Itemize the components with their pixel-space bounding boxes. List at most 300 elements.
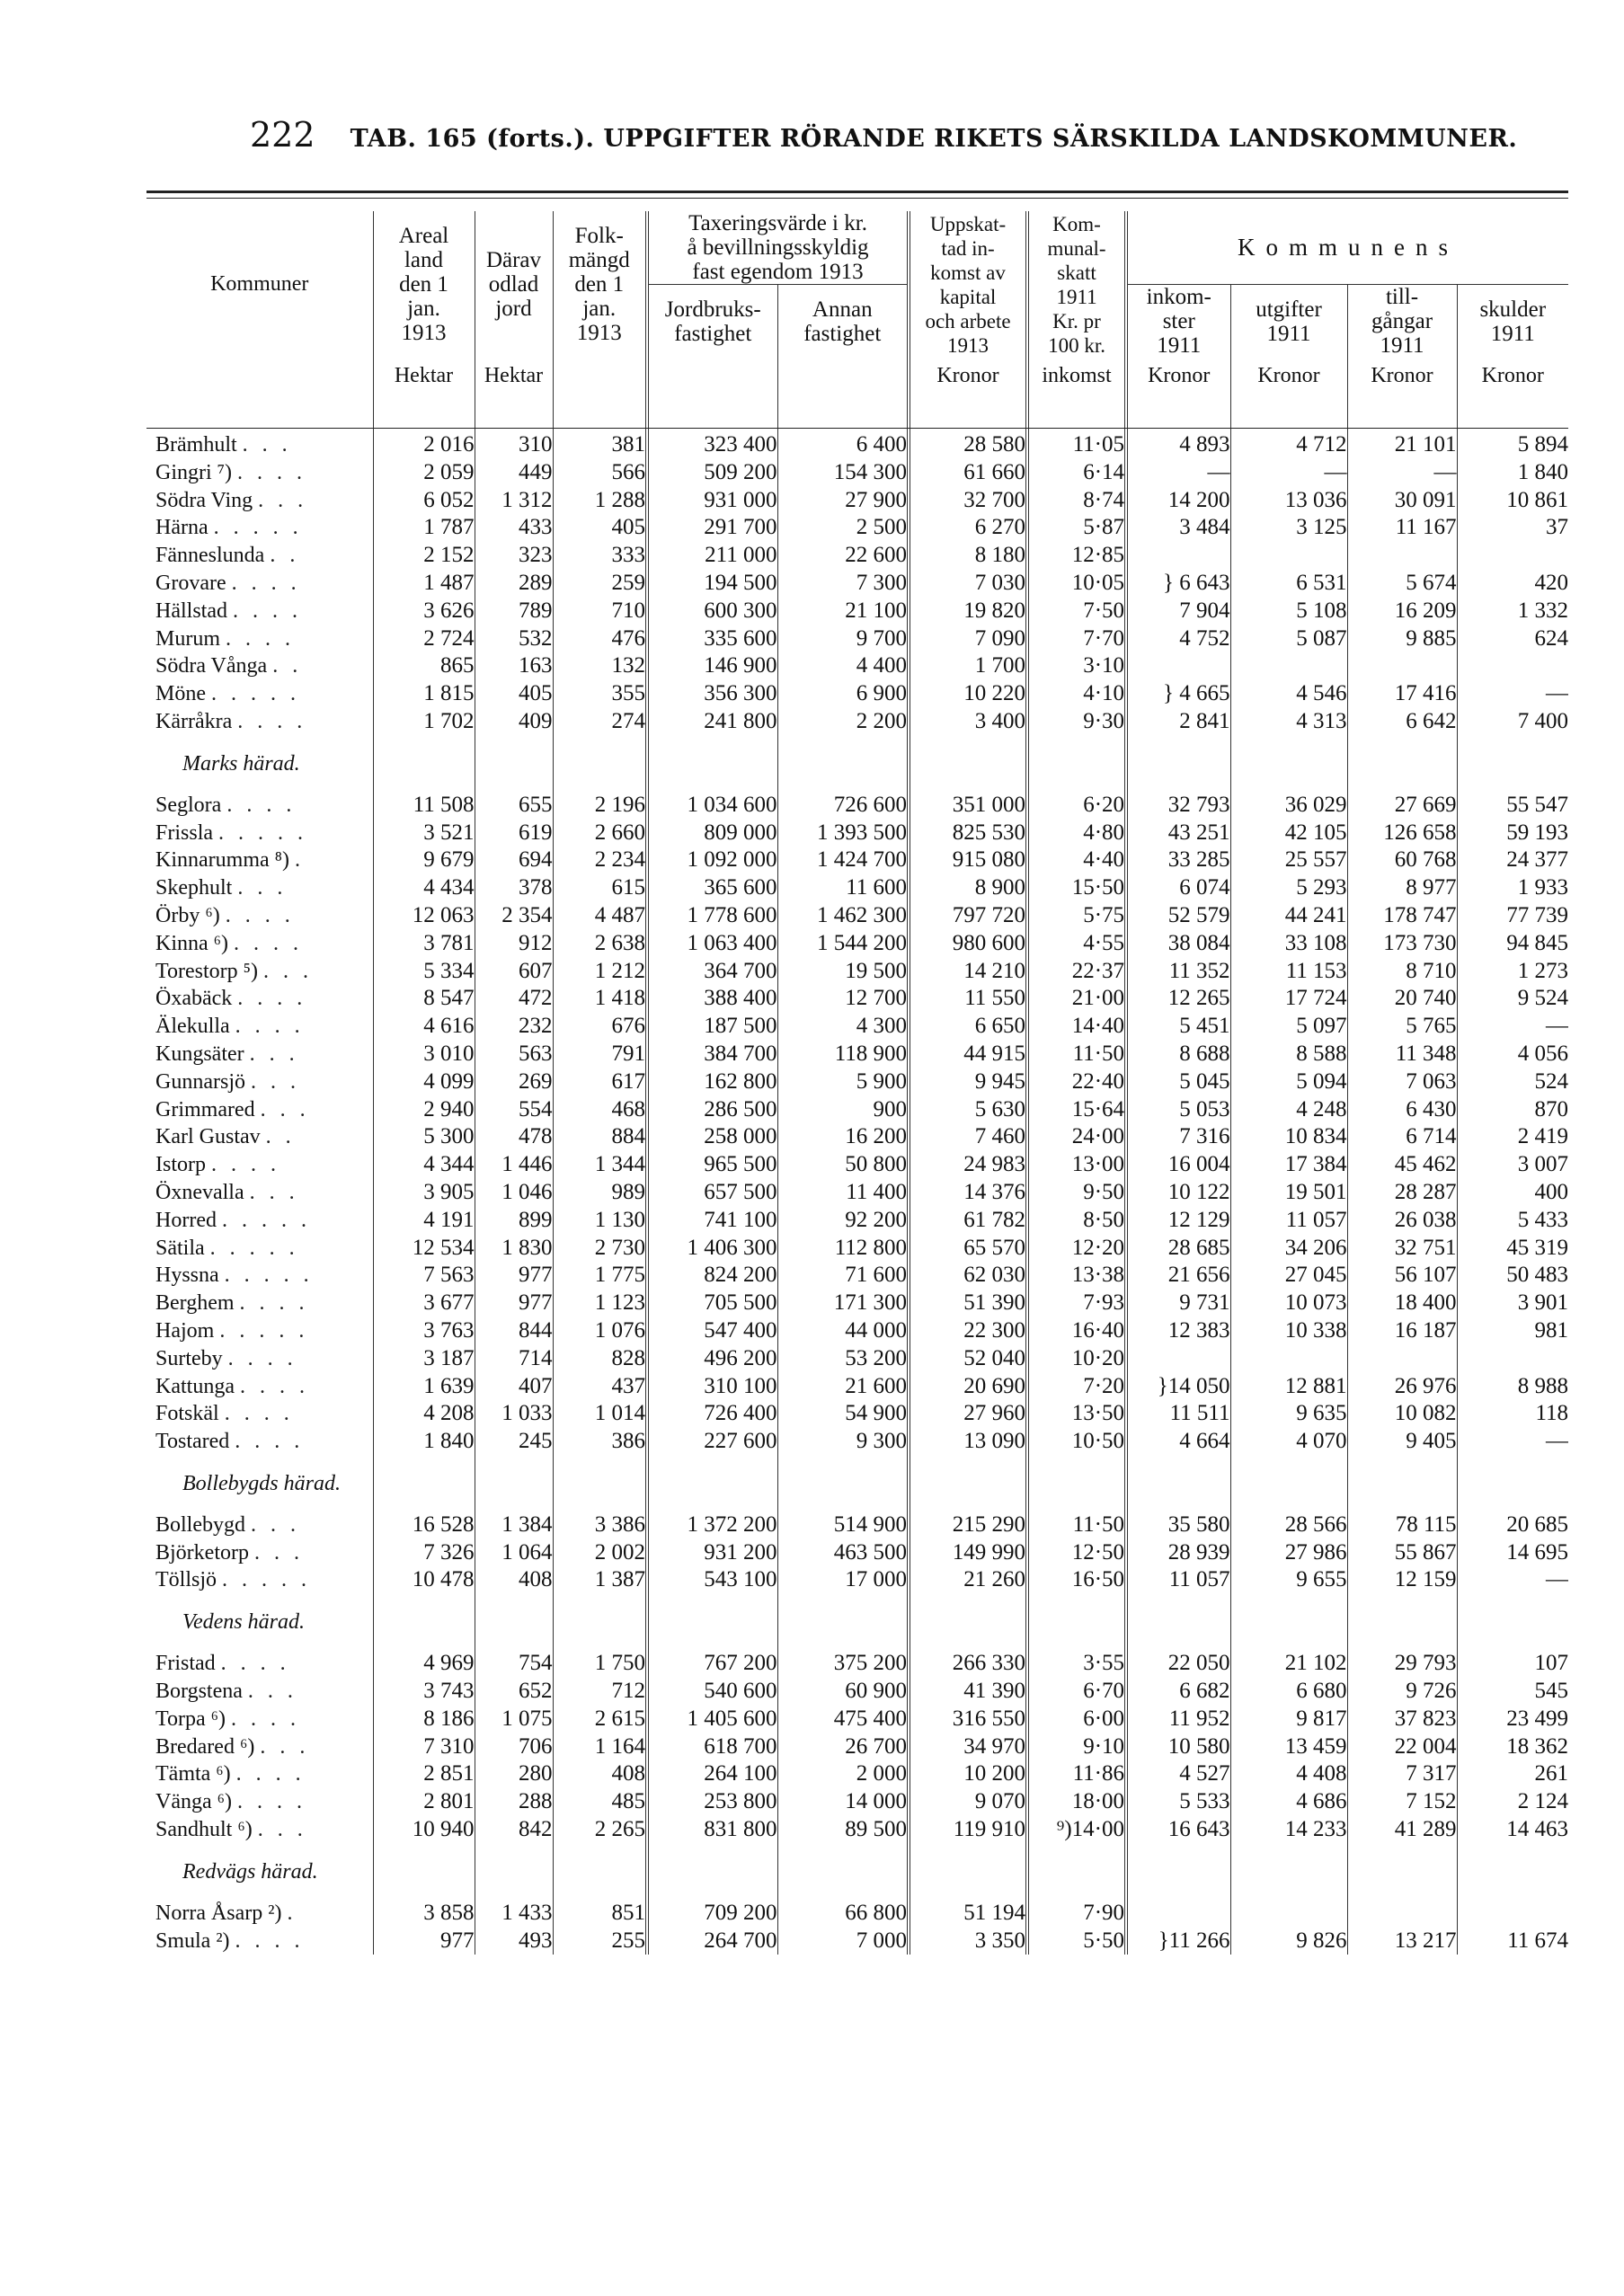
- cell-till: —: [1347, 459, 1457, 487]
- cell-jord: 831 800: [647, 1816, 777, 1844]
- cell-ink: 16 004: [1126, 1151, 1230, 1179]
- cell-jord: 931 000: [647, 487, 777, 515]
- cell-upps: 11 550: [909, 985, 1027, 1013]
- cell-odlad: 280: [475, 1760, 553, 1788]
- cell-areal: 9 679: [373, 847, 475, 874]
- header-kommunens: Kommunens: [1126, 211, 1568, 285]
- kommun-name: Hällstad . . . .: [155, 598, 302, 623]
- cell-areal: 6 052: [373, 487, 475, 515]
- cell-folk: 1 750: [553, 1650, 647, 1678]
- cell-utg: 10 073: [1230, 1290, 1347, 1317]
- cell-folk: 884: [553, 1123, 647, 1151]
- table-header: [146, 211, 1568, 394]
- table-row: [146, 1262, 1568, 1290]
- cell-upps: 5 630: [909, 1096, 1027, 1124]
- cell-till: 6 642: [1347, 708, 1457, 736]
- cell-till: 5 674: [1347, 570, 1457, 598]
- cell-folk: 676: [553, 1013, 647, 1041]
- cell-annan: 92 200: [777, 1207, 909, 1235]
- cell-utg: 34 206: [1230, 1235, 1347, 1263]
- table-body: [146, 394, 1568, 1955]
- cell-till: 32 751: [1347, 1235, 1457, 1263]
- table-row: [146, 1123, 1568, 1151]
- header-annan-fastighet: Annan fastighet: [777, 285, 909, 359]
- kommun-name: Surteby . . . .: [155, 1346, 297, 1370]
- kommun-name: Kärråkra . . . .: [155, 709, 307, 733]
- cell-skuld: [1457, 542, 1568, 570]
- cell-areal: 1 639: [373, 1373, 475, 1401]
- cell-jord: 384 700: [647, 1041, 777, 1068]
- unit-blank: [146, 358, 373, 394]
- kommun-name: Vänga ⁶) . . . .: [155, 1790, 306, 1814]
- cell-folk: 386: [553, 1428, 647, 1456]
- cell-skatt: 22·40: [1027, 1068, 1126, 1096]
- cell-utg: 25 557: [1230, 847, 1347, 874]
- cell-utg: 4 546: [1230, 680, 1347, 708]
- cell-skuld: 624: [1457, 625, 1568, 653]
- cell-areal: 1 487: [373, 570, 475, 598]
- cell-odlad: 899: [475, 1207, 553, 1235]
- cell-upps: 13 090: [909, 1428, 1027, 1456]
- cell-areal: 16 528: [373, 1511, 475, 1539]
- kommun-name: Fristad . . . .: [155, 1652, 290, 1676]
- cell-odlad: 607: [475, 958, 553, 986]
- kommun-name: Södra Ving . . .: [155, 488, 308, 512]
- kommun-name: Frissla . . . . .: [155, 820, 308, 845]
- unit-kronor-skuld: Kronor: [1457, 358, 1568, 394]
- cell-ink: 11 511: [1126, 1400, 1230, 1428]
- cell-odlad: 563: [475, 1041, 553, 1068]
- cell-ink: 4 893: [1126, 431, 1230, 459]
- cell-areal: 10 940: [373, 1816, 475, 1844]
- cell-utg: 3 125: [1230, 514, 1347, 542]
- kommun-name: Murum . . . .: [155, 626, 295, 651]
- cell-utg: [1230, 1900, 1347, 1928]
- cell-utg: 9 635: [1230, 1400, 1347, 1428]
- cell-skuld: 400: [1457, 1179, 1568, 1207]
- cell-ink: } 4 665: [1126, 680, 1230, 708]
- cell-upps: 14 376: [909, 1179, 1027, 1207]
- cell-till: 30 091: [1347, 487, 1457, 515]
- cell-skuld: 59 193: [1457, 820, 1568, 847]
- cell-utg: 4 712: [1230, 431, 1347, 459]
- kommun-name: Bredared ⁶) . . .: [155, 1734, 310, 1759]
- kommun-name: Skephult . . .: [155, 876, 288, 900]
- kommun-name: Björketorp . . .: [155, 1540, 304, 1565]
- cell-areal: 12 534: [373, 1235, 475, 1263]
- table-row: [146, 598, 1568, 625]
- cell-till: 10 082: [1347, 1400, 1457, 1428]
- table-row: [146, 1900, 1568, 1928]
- cell-ink: } 6 643: [1126, 570, 1230, 598]
- cell-skuld: 2 419: [1457, 1123, 1568, 1151]
- kommun-name: Gunnarsjö . . .: [155, 1069, 300, 1094]
- section-row: [146, 1594, 1568, 1650]
- cell-skuld: 45 319: [1457, 1235, 1568, 1263]
- cell-folk: 2 615: [553, 1706, 647, 1733]
- cell-folk: 274: [553, 708, 647, 736]
- cell-skuld: 5 433: [1457, 1207, 1568, 1235]
- cell-upps: 915 080: [909, 847, 1027, 874]
- cell-jord: 1 778 600: [647, 902, 777, 930]
- cell-skuld: 870: [1457, 1096, 1568, 1124]
- cell-odlad: 310: [475, 431, 553, 459]
- kommun-name: Norra Åsarp ²) .: [155, 1901, 297, 1925]
- cell-odlad: 449: [475, 459, 553, 487]
- cell-folk: 333: [553, 542, 647, 570]
- kommun-name: Istorp . . . .: [155, 1153, 280, 1177]
- cell-jord: 543 100: [647, 1566, 777, 1594]
- cell-folk: 1 344: [553, 1151, 647, 1179]
- cell-till: [1347, 1345, 1457, 1373]
- cell-skatt: 5·75: [1027, 902, 1126, 930]
- cell-skatt: 8·74: [1027, 487, 1126, 515]
- cell-areal: 1 702: [373, 708, 475, 736]
- cell-till: 26 976: [1347, 1373, 1457, 1401]
- cell-upps: 119 910: [909, 1816, 1027, 1844]
- cell-skuld: 7 400: [1457, 708, 1568, 736]
- cell-till: [1347, 542, 1457, 570]
- cell-upps: 24 983: [909, 1151, 1027, 1179]
- cell-till: 7 152: [1347, 1788, 1457, 1816]
- running-title: TAB. 165 (forts.). UPPGIFTER RÖRANDE RIKETS SÄRSKILDA LANDSKOMMUNER.: [350, 125, 1518, 153]
- cell-skatt: 6·00: [1027, 1706, 1126, 1733]
- cell-upps: 7 030: [909, 570, 1027, 598]
- cell-jord: 365 600: [647, 874, 777, 902]
- cell-ink: 11 952: [1126, 1706, 1230, 1733]
- cell-folk: 4 487: [553, 902, 647, 930]
- cell-annan: 26 700: [777, 1733, 909, 1761]
- cell-till: 178 747: [1347, 902, 1457, 930]
- top-rule-thin: [146, 198, 1568, 199]
- cell-annan: 27 900: [777, 487, 909, 515]
- cell-areal: 3 858: [373, 1900, 475, 1928]
- cell-upps: 9 070: [909, 1788, 1027, 1816]
- cell-skatt: 24·00: [1027, 1123, 1126, 1151]
- cell-areal: 3 743: [373, 1678, 475, 1706]
- section-row: [146, 1456, 1568, 1511]
- cell-utg: 42 105: [1230, 820, 1347, 847]
- table-row: [146, 708, 1568, 736]
- cell-skuld: 55 547: [1457, 792, 1568, 820]
- cell-skuld: 77 739: [1457, 902, 1568, 930]
- cell-jord: 709 200: [647, 1900, 777, 1928]
- cell-annan: 1 393 500: [777, 820, 909, 847]
- cell-ink: 5 533: [1126, 1788, 1230, 1816]
- cell-annan: 2 200: [777, 708, 909, 736]
- cell-areal: 8 547: [373, 985, 475, 1013]
- table-row: [146, 1760, 1568, 1788]
- cell-ink: 5 053: [1126, 1096, 1230, 1124]
- cell-upps: 316 550: [909, 1706, 1027, 1733]
- cell-areal: 4 969: [373, 1650, 475, 1678]
- cell-annan: 11 600: [777, 874, 909, 902]
- header-taxeringsvarde: Taxeringsvärde i kr. å bevillningsskyldig fast egendom 1913: [647, 211, 909, 285]
- table-row: [146, 1290, 1568, 1317]
- cell-ink: 35 580: [1126, 1511, 1230, 1539]
- cell-till: 13 217: [1347, 1928, 1457, 1955]
- cell-ink: [1126, 1345, 1230, 1373]
- cell-ink: 4 752: [1126, 625, 1230, 653]
- cell-areal: 7 310: [373, 1733, 475, 1761]
- cell-odlad: 912: [475, 930, 553, 958]
- table-row: [146, 1041, 1568, 1068]
- section-heading: Marks härad.: [182, 751, 300, 776]
- cell-odlad: 706: [475, 1733, 553, 1761]
- header-inkomster: inkom- ster 1911: [1126, 285, 1230, 359]
- cell-skuld: 94 845: [1457, 930, 1568, 958]
- cell-areal: 4 434: [373, 874, 475, 902]
- cell-skuld: 50 483: [1457, 1262, 1568, 1290]
- section-heading: Vedens härad.: [182, 1610, 305, 1635]
- cell-utg: 19 501: [1230, 1179, 1347, 1207]
- cell-skuld: 11 674: [1457, 1928, 1568, 1955]
- cell-till: 7 063: [1347, 1068, 1457, 1096]
- table-row: [146, 820, 1568, 847]
- cell-utg: 4 408: [1230, 1760, 1347, 1788]
- table-row: [146, 1428, 1568, 1456]
- cell-skatt: 15·50: [1027, 874, 1126, 902]
- cell-skuld: 14 463: [1457, 1816, 1568, 1844]
- cell-till: 8 977: [1347, 874, 1457, 902]
- page-number: 222: [250, 115, 315, 155]
- table-row: [146, 1788, 1568, 1816]
- cell-utg: 21 102: [1230, 1650, 1347, 1678]
- kommun-name: Kinna ⁶) . . . .: [155, 931, 304, 955]
- cell-skuld: 524: [1457, 1068, 1568, 1096]
- kommun-name: Öxabäck . . . .: [155, 987, 307, 1011]
- cell-odlad: 1 384: [475, 1511, 553, 1539]
- cell-odlad: 408: [475, 1566, 553, 1594]
- cell-folk: 1 212: [553, 958, 647, 986]
- cell-annan: 154 300: [777, 459, 909, 487]
- table-row: [146, 1235, 1568, 1263]
- cell-areal: 2 724: [373, 625, 475, 653]
- cell-skatt: 10·05: [1027, 570, 1126, 598]
- cell-till: [1347, 1900, 1457, 1928]
- table-row: [146, 1373, 1568, 1401]
- cell-upps: 22 300: [909, 1317, 1027, 1345]
- cell-annan: 4 300: [777, 1013, 909, 1041]
- cell-utg: 9 817: [1230, 1706, 1347, 1733]
- cell-folk: 405: [553, 514, 647, 542]
- cell-annan: 2 500: [777, 514, 909, 542]
- unit-kronor-till: Kronor: [1347, 358, 1457, 394]
- cell-annan: 11 400: [777, 1179, 909, 1207]
- cell-annan: 16 200: [777, 1123, 909, 1151]
- cell-upps: 34 970: [909, 1733, 1027, 1761]
- cell-areal: 1 787: [373, 514, 475, 542]
- cell-jord: 194 500: [647, 570, 777, 598]
- cell-till: 55 867: [1347, 1539, 1457, 1567]
- cell-upps: 32 700: [909, 487, 1027, 515]
- kommun-name: Sätila . . . . .: [155, 1236, 299, 1260]
- cell-ink: 10 580: [1126, 1733, 1230, 1761]
- cell-odlad: 433: [475, 514, 553, 542]
- cell-jord: 1 406 300: [647, 1235, 777, 1263]
- cell-folk: 255: [553, 1928, 647, 1955]
- cell-skuld: 3 007: [1457, 1151, 1568, 1179]
- cell-annan: 514 900: [777, 1511, 909, 1539]
- cell-till: 78 115: [1347, 1511, 1457, 1539]
- table-row: [146, 514, 1568, 542]
- cell-ink: 12 265: [1126, 985, 1230, 1013]
- cell-annan: 9 700: [777, 625, 909, 653]
- cell-upps: 3 400: [909, 708, 1027, 736]
- cell-folk: 468: [553, 1096, 647, 1124]
- cell-upps: 10 200: [909, 1760, 1027, 1788]
- kommun-name: Tostared . . . .: [155, 1430, 305, 1454]
- cell-upps: 8 900: [909, 874, 1027, 902]
- cell-skuld: —: [1457, 1013, 1568, 1041]
- cell-skatt: 16·50: [1027, 1566, 1126, 1594]
- cell-utg: 27 986: [1230, 1539, 1347, 1567]
- cell-ink: }11 266: [1126, 1928, 1230, 1955]
- cell-odlad: 269: [475, 1068, 553, 1096]
- cell-jord: 356 300: [647, 680, 777, 708]
- cell-annan: 900: [777, 1096, 909, 1124]
- cell-jord: 241 800: [647, 708, 777, 736]
- kommun-name: Bollebygd . . .: [155, 1512, 300, 1537]
- cell-upps: 825 530: [909, 820, 1027, 847]
- cell-till: 7 317: [1347, 1760, 1457, 1788]
- cell-folk: 1 123: [553, 1290, 647, 1317]
- cell-areal: 2 059: [373, 459, 475, 487]
- kommun-name: Fotskäl . . . .: [155, 1402, 294, 1426]
- cell-till: 8 710: [1347, 958, 1457, 986]
- cell-annan: 1 462 300: [777, 902, 909, 930]
- cell-skatt: 4·10: [1027, 680, 1126, 708]
- cell-annan: 12 700: [777, 985, 909, 1013]
- cell-areal: 3 763: [373, 1317, 475, 1345]
- cell-upps: 20 690: [909, 1373, 1027, 1401]
- cell-upps: 3 350: [909, 1928, 1027, 1955]
- kommun-name: Örby ⁶) . . . .: [155, 903, 295, 927]
- cell-odlad: 977: [475, 1262, 553, 1290]
- cell-ink: 6 682: [1126, 1678, 1230, 1706]
- header-kommunalskatt: Kom- munal- skatt 1911 Kr. pr 100 kr.: [1027, 211, 1126, 358]
- cell-skatt: 9·10: [1027, 1733, 1126, 1761]
- cell-odlad: 655: [475, 792, 553, 820]
- cell-utg: 11 153: [1230, 958, 1347, 986]
- cell-folk: 1 775: [553, 1262, 647, 1290]
- cell-jord: 1 372 200: [647, 1511, 777, 1539]
- cell-odlad: 714: [475, 1345, 553, 1373]
- cell-jord: 253 800: [647, 1788, 777, 1816]
- cell-odlad: 232: [475, 1013, 553, 1041]
- cell-utg: 11 057: [1230, 1207, 1347, 1235]
- cell-odlad: 2 354: [475, 902, 553, 930]
- cell-folk: 2 730: [553, 1235, 647, 1263]
- cell-areal: 3 521: [373, 820, 475, 847]
- cell-annan: 60 900: [777, 1678, 909, 1706]
- header-odlad-jord: Därav odlad jord: [475, 211, 553, 358]
- cell-skatt: 10·50: [1027, 1428, 1126, 1456]
- cell-annan: 171 300: [777, 1290, 909, 1317]
- cell-ink: }14 050: [1126, 1373, 1230, 1401]
- cell-areal: 10 478: [373, 1566, 475, 1594]
- cell-folk: 1 288: [553, 487, 647, 515]
- cell-till: 12 159: [1347, 1566, 1457, 1594]
- cell-skatt: 7·50: [1027, 598, 1126, 625]
- cell-till: 173 730: [1347, 930, 1457, 958]
- cell-jord: 726 400: [647, 1400, 777, 1428]
- cell-annan: 2 000: [777, 1760, 909, 1788]
- cell-jord: 1 034 600: [647, 792, 777, 820]
- cell-skatt: 12·85: [1027, 542, 1126, 570]
- unit-folk-blank: [553, 358, 647, 394]
- cell-utg: —: [1230, 459, 1347, 487]
- cell-till: 17 416: [1347, 680, 1457, 708]
- cell-annan: 22 600: [777, 542, 909, 570]
- cell-areal: 3 187: [373, 1345, 475, 1373]
- cell-areal: 5 334: [373, 958, 475, 986]
- cell-skuld: 14 695: [1457, 1539, 1568, 1567]
- header-uppskattad-inkomst: Uppskat- tad in- komst av kapital och arbete 1913: [909, 211, 1027, 358]
- table-row: [146, 874, 1568, 902]
- table-row: [146, 1816, 1568, 1844]
- table-row: [146, 652, 1568, 680]
- cell-ink: [1126, 652, 1230, 680]
- cell-upps: 797 720: [909, 902, 1027, 930]
- cell-skuld: 8 988: [1457, 1373, 1568, 1401]
- cell-folk: 3 386: [553, 1511, 647, 1539]
- cell-areal: 7 563: [373, 1262, 475, 1290]
- cell-till: 6 430: [1347, 1096, 1457, 1124]
- header-kommuner: Kommuner: [210, 272, 309, 296]
- cell-upps: 1 700: [909, 652, 1027, 680]
- cell-skuld: 2 124: [1457, 1788, 1568, 1816]
- header-rule: [146, 428, 1568, 429]
- table-row: [146, 459, 1568, 487]
- cell-till: [1347, 652, 1457, 680]
- cell-utg: 9 826: [1230, 1928, 1347, 1955]
- cell-folk: 2 265: [553, 1816, 647, 1844]
- cell-jord: 162 800: [647, 1068, 777, 1096]
- cell-skatt: 5·50: [1027, 1928, 1126, 1955]
- cell-upps: 149 990: [909, 1539, 1027, 1567]
- kommun-name: Grimmared . . .: [155, 1097, 310, 1121]
- cell-areal: 11 508: [373, 792, 475, 820]
- cell-annan: 14 000: [777, 1788, 909, 1816]
- cell-annan: 21 600: [777, 1373, 909, 1401]
- cell-folk: 355: [553, 680, 647, 708]
- table-row: [146, 680, 1568, 708]
- kommun-name: Gingri ⁷) . . . .: [155, 460, 307, 484]
- cell-skuld: [1457, 652, 1568, 680]
- cell-till: 22 004: [1347, 1733, 1457, 1761]
- kommun-name: Kattunga . . . .: [155, 1374, 309, 1398]
- cell-annan: 19 500: [777, 958, 909, 986]
- cell-till: 11 167: [1347, 514, 1457, 542]
- cell-skatt: 5·87: [1027, 514, 1126, 542]
- cell-utg: 44 241: [1230, 902, 1347, 930]
- cell-areal: 2 801: [373, 1788, 475, 1816]
- cell-upps: 51 390: [909, 1290, 1027, 1317]
- cell-folk: 1 076: [553, 1317, 647, 1345]
- cell-folk: 2 638: [553, 930, 647, 958]
- cell-folk: 1 164: [553, 1733, 647, 1761]
- cell-annan: 1 544 200: [777, 930, 909, 958]
- cell-skatt: 11·50: [1027, 1511, 1126, 1539]
- cell-areal: 3 781: [373, 930, 475, 958]
- cell-till: 9 405: [1347, 1428, 1457, 1456]
- cell-skuld: 1 840: [1457, 459, 1568, 487]
- table-row: [146, 1179, 1568, 1207]
- cell-odlad: 694: [475, 847, 553, 874]
- table-row: [146, 1317, 1568, 1345]
- cell-folk: 791: [553, 1041, 647, 1068]
